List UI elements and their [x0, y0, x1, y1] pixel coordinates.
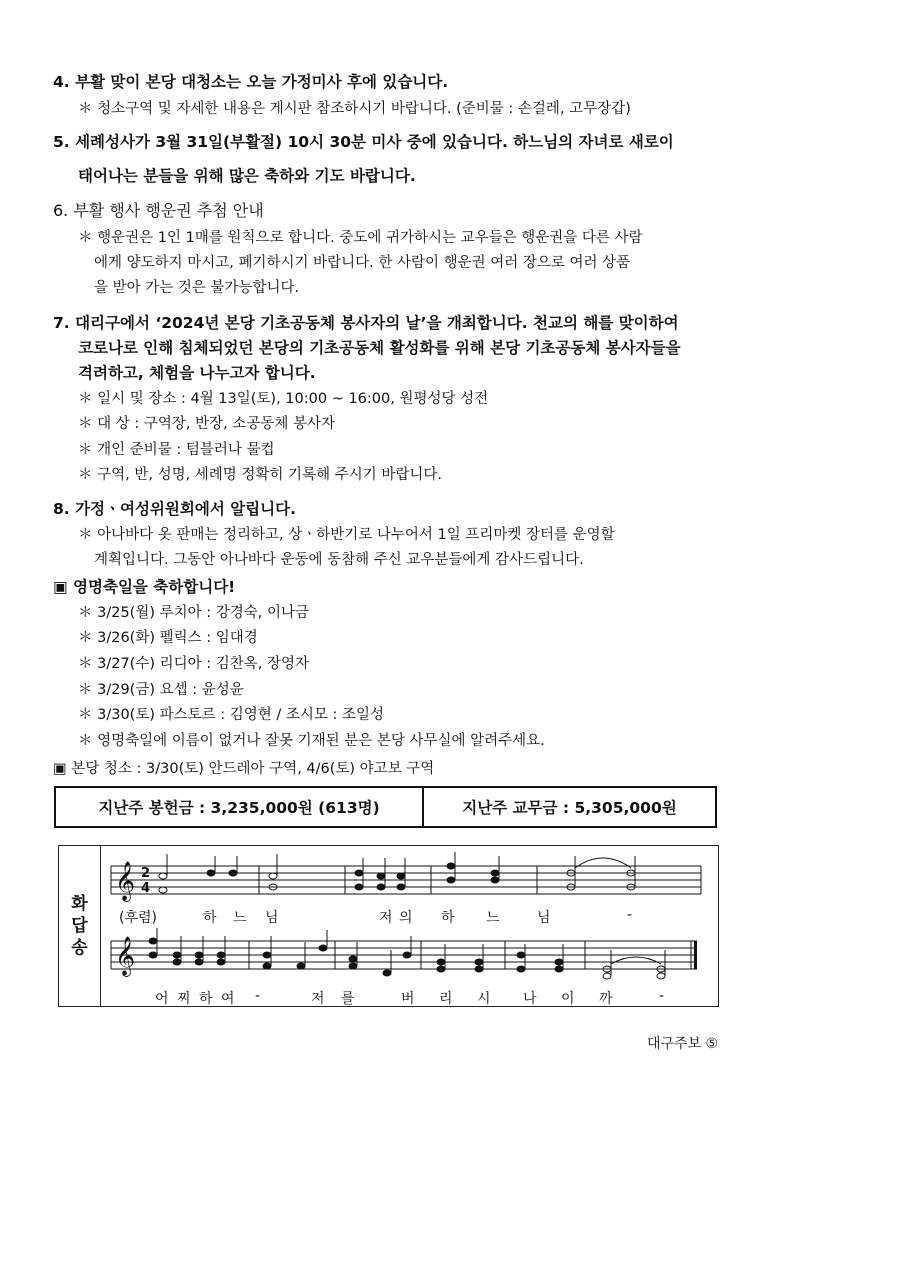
lyric-syllable: 나 — [523, 991, 537, 1007]
notice-6-item: 에게 양도하지 마시고, 폐기하시기 바랍니다. 한 사람이 행운권 여러 장으로 여러 상품 — [94, 255, 631, 271]
notice-7-item: ＊ 구역, 반, 성명, 세례명 정확히 기록해 주시기 바랍니다. — [78, 467, 442, 483]
lyric-syllable: 의 — [399, 910, 413, 926]
treble-clef-icon: 𝄞 — [115, 936, 136, 976]
lyric-syllable: 저 — [311, 991, 325, 1007]
treble-clef-icon: 𝄞 — [115, 861, 136, 901]
last-week-offering: 지난주 봉헌금 : 3,235,000원 (613명) — [56, 788, 424, 826]
feast-title: ▣ 영명축일을 축하합니다! — [53, 578, 236, 596]
lyric-syllable: 리 — [439, 991, 453, 1007]
notice-6-item: ＊ 행운권은 1인 1매를 원칙으로 합니다. 중도에 귀가하시는 교우들은 행운권을 다른 사람 — [78, 230, 643, 246]
last-week-dues: 지난주 교무금 : 5,305,000원 — [462, 799, 677, 817]
lyric-syllable: 를 — [341, 991, 355, 1007]
notice-7-line: 7. 대리구에서 ‘2024년 본당 기초공동체 봉사자의 날’을 개최합니다. 천교의 해를 맞이하여 — [53, 314, 679, 332]
lyric-syllable: 하 — [199, 991, 213, 1007]
time-signature-bottom: 4 — [141, 881, 151, 896]
notice-4-item: ＊ 청소구역 및 자세한 내용은 게시판 참조하시기 바랍니다. (준비물 : 손걸레, 고무장갑) — [78, 101, 631, 117]
lyric-syllable: 시 — [477, 991, 491, 1007]
lyric-syllable: 까 — [599, 991, 613, 1007]
feast-item: ＊ 3/29(금) 요셉 : 윤성윤 — [78, 682, 244, 698]
lyric-syllable: 버 — [401, 991, 415, 1007]
notice-7-item: ＊ 대 상 : 구역장, 반장, 소공동체 봉사자 — [78, 416, 335, 432]
lyric-syllable: - — [659, 988, 665, 1004]
lyric-syllable: 하 — [441, 910, 455, 926]
notice-7-line: 격려하고, 체험을 나누고자 합니다. — [78, 364, 316, 382]
notice-8-item: 계획입니다. 그동안 아나바다 운동에 동참해 주신 교우분들에게 감사드립니다. — [94, 552, 584, 568]
responsorial-psalm — [58, 845, 719, 1007]
lyric-syllable: 어 — [155, 991, 169, 1007]
psalm-label-char: 화 — [71, 894, 88, 914]
lyric-syllable: 이 — [561, 991, 575, 1007]
notice-5-line: 5. 세례성사가 3월 31일(부활절) 10시 30분 미사 중에 있습니다. 하느님의 자녀로 새로이 — [53, 133, 674, 151]
notice-7-line: 코로나로 인해 침체되었던 본당의 기초공동체 활성화를 위해 본당 기초공동체 봉사자들을 — [78, 339, 681, 357]
page-footer: 대구주보 ⑤ — [647, 1036, 719, 1052]
notice-4-title: 4. 부활 맞이 본당 대청소는 오늘 가정미사 후에 있습니다. — [53, 73, 449, 91]
feast-item: ＊ 3/30(토) 파스토르 : 김영현 / 조시모 : 조일성 — [78, 707, 385, 723]
feast-item: ＊ 3/27(수) 리디아 : 김찬옥, 장영자 — [78, 656, 309, 672]
lyric-syllable: 느 — [486, 910, 500, 926]
lyric-line1-refrain: (후렴) — [119, 910, 157, 926]
feast-item: ＊ 3/25(월) 루치아 : 강경숙, 이나금 — [78, 605, 309, 621]
lyric-syllable: - — [627, 907, 633, 923]
time-signature-top: 2 — [141, 866, 151, 881]
lyric-syllable: 님 — [265, 910, 279, 926]
psalm-label — [59, 846, 101, 1006]
notice-7-item: ＊ 일시 및 장소 : 4월 13일(토), 10:00 ~ 16:00, 원평성당 성전 — [78, 391, 489, 407]
lyric-syllable: 저 — [379, 910, 393, 926]
notice-6-item: 을 받아 가는 것은 불가능합니다. — [94, 280, 300, 296]
lyric-syllable: 님 — [537, 910, 551, 926]
lyric-syllable: 하 — [203, 910, 217, 926]
notice-8-title: 8. 가정ㆍ여성위원회에서 알립니다. — [53, 500, 296, 518]
lyric-syllable: - — [255, 988, 261, 1004]
lyric-syllable: 찌 — [177, 991, 191, 1007]
cleaning-notice: ▣ 본당 청소 : 3/30(토) 안드레아 구역, 4/6(토) 야고보 구역 — [53, 761, 435, 777]
notice-8-item: ＊ 아나바다 옷 판매는 정리하고, 상ㆍ하반기로 나누어서 1일 프리마켓 장터를 운영할 — [78, 527, 615, 543]
notice-5-line: 태어나는 분들을 위해 많은 축하와 기도 바랍니다. — [78, 167, 416, 185]
feast-item: ＊ 3/26(화) 펠릭스 : 임대경 — [78, 630, 258, 646]
notice-7-item: ＊ 개인 준비물 : 텀블러나 물컵 — [78, 442, 275, 458]
feast-item: ＊ 영명축일에 이름이 없거나 잘못 기재된 분은 본당 사무실에 알려주세요. — [78, 733, 545, 749]
lyric-syllable: 느 — [233, 910, 247, 926]
psalm-label-char: 답 — [71, 916, 88, 936]
psalm-label-char: 송 — [71, 938, 88, 958]
lyric-syllable: 여 — [221, 991, 235, 1007]
notice-6-title: 6. 부활 행사 행운권 추첨 안내 — [53, 201, 264, 220]
offering-box — [54, 786, 717, 828]
